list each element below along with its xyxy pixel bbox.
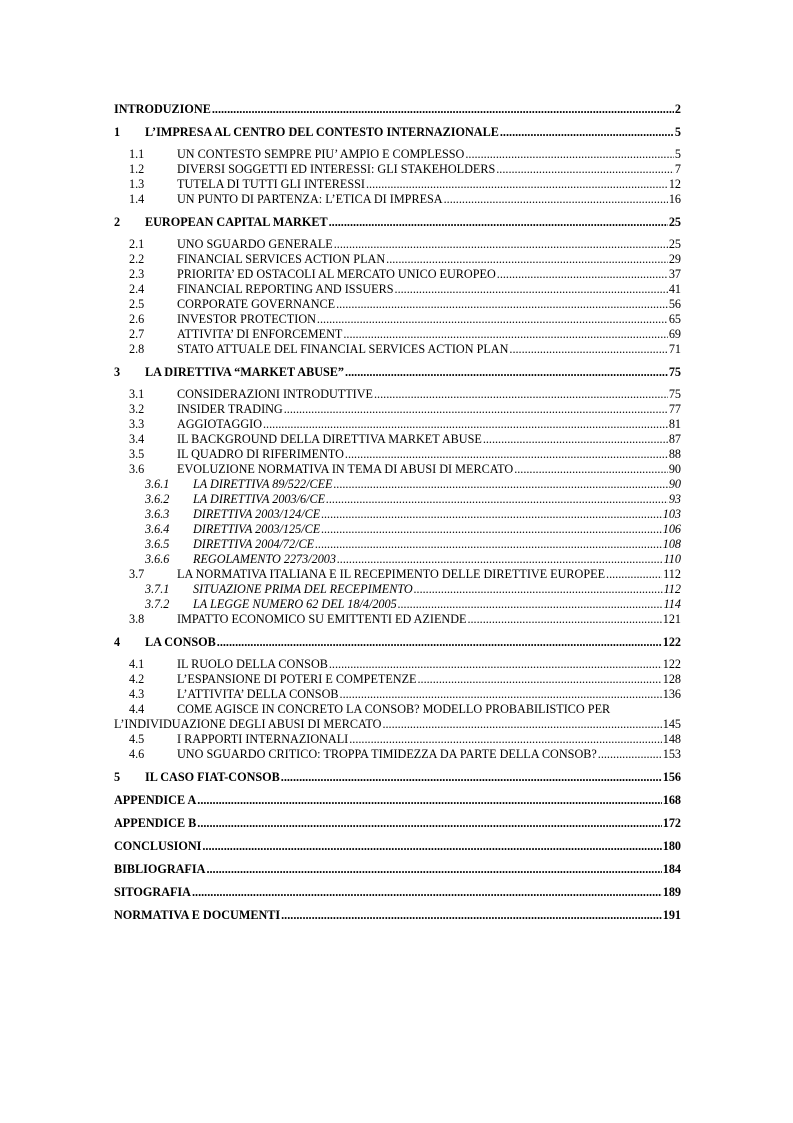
- toc-dot-leader: [414, 582, 663, 597]
- toc-entry-title: I RAPPORTI INTERNAZIONALI: [177, 732, 349, 746]
- toc-section-entry[interactable]: [114, 342, 681, 357]
- toc-entry-number: 3.6.2: [145, 492, 170, 506]
- toc-dot-leader: [514, 462, 668, 477]
- toc-entry-title: IL RUOLO DELLA CONSOB: [177, 657, 328, 671]
- toc-dot-leader: [202, 839, 661, 854]
- toc-chapter-entry[interactable]: [114, 125, 681, 140]
- toc-dot-leader: [281, 770, 662, 785]
- toc-entry-number: 2.3: [129, 267, 145, 281]
- toc-chapter-entry[interactable]: [114, 885, 681, 900]
- toc-entry-title: SITOGRAFIA: [114, 885, 191, 899]
- toc-entry-page: 29: [668, 252, 681, 266]
- toc-entry-page: 5: [674, 147, 681, 161]
- toc-entry-page: 145: [662, 717, 681, 731]
- toc-chapter-entry[interactable]: [114, 215, 681, 230]
- toc-subsection-entry[interactable]: [114, 507, 681, 522]
- toc-entry-number: 1.2: [129, 162, 145, 176]
- toc-entry-number: 3.2: [129, 402, 145, 416]
- toc-dot-leader: [349, 732, 661, 747]
- toc-section-entry[interactable]: [114, 687, 681, 702]
- toc-entry-title: DIRETTIVA 2003/124/CE: [193, 507, 321, 521]
- toc-entry-number: 4: [114, 635, 121, 649]
- toc-entry-number: 2.6: [129, 312, 145, 326]
- toc-entry-page: 136: [662, 687, 681, 701]
- toc-entry-page: 87: [668, 432, 681, 446]
- toc-entry-number: 3.3: [129, 417, 145, 431]
- toc-entry-page: 81: [668, 417, 681, 431]
- toc-entry-page: 122: [662, 657, 681, 671]
- toc-entry-number: 2.4: [129, 282, 145, 296]
- toc-entry-title: BIBLIOGRAFIA: [114, 862, 206, 876]
- toc-dot-leader: [329, 657, 662, 672]
- toc-entry-title: LA NORMATIVA ITALIANA E IL RECEPIMENTO DELLE DIRETTIVE EUROPEE: [177, 567, 606, 581]
- toc-dot-leader: [217, 635, 662, 650]
- toc-dot-leader: [284, 402, 668, 417]
- toc-entry-page: 191: [662, 908, 681, 922]
- toc-section-entry[interactable]: [114, 447, 681, 462]
- toc-entry-number: 4.2: [129, 672, 145, 686]
- toc-dot-leader: [465, 147, 674, 162]
- toc-entry-page: 189: [662, 885, 681, 899]
- toc-entry-page: 168: [662, 793, 681, 807]
- toc-entry-title: INSIDER TRADING: [177, 402, 283, 416]
- toc-dot-leader: [374, 387, 668, 402]
- toc-entry-title: TUTELA DI TUTTI GLI INTERESSI: [177, 177, 365, 191]
- toc-dot-leader: [345, 447, 668, 462]
- toc-entry-page: 112: [663, 582, 681, 596]
- toc-entry-title: LA LEGGE NUMERO 62 DEL 18/4/2005: [193, 597, 397, 611]
- toc-entry-title: NORMATIVA E DOCUMENTI: [114, 908, 281, 922]
- toc-entry-title: INVESTOR PROTECTION: [177, 312, 316, 326]
- toc-section-entry[interactable]: [114, 402, 681, 417]
- toc-entry-title: UN PUNTO DI PARTENZA: L’ETICA DI IMPRESA: [177, 192, 443, 206]
- toc-entry-page: 148: [662, 732, 681, 746]
- toc-dot-leader: [444, 192, 668, 207]
- toc-entry-page: 122: [662, 635, 681, 649]
- toc-entry-number: 3.6.6: [145, 552, 170, 566]
- toc-chapter-entry[interactable]: [114, 839, 681, 854]
- toc-entry-page: 106: [662, 522, 681, 536]
- toc-entry-number: 3.6.3: [145, 507, 170, 521]
- toc-entry-title: L’ATTIVITA’ DELLA CONSOB: [177, 687, 339, 701]
- toc-entry-page: 88: [668, 447, 681, 461]
- toc-chapter-entry[interactable]: [114, 635, 681, 650]
- toc-entry-title: FINANCIAL REPORTING AND ISSUERS: [177, 282, 394, 296]
- toc-entry-number: 4.5: [129, 732, 145, 746]
- toc-entry-title: L’ESPANSIONE DI POTERI E COMPETENZE: [177, 672, 417, 686]
- toc-section-entry[interactable]: [114, 297, 681, 312]
- toc-dot-leader: [500, 125, 674, 140]
- toc-entry-number: 3: [114, 365, 121, 379]
- toc-subsection-entry[interactable]: [114, 537, 681, 552]
- toc-dot-leader: [337, 552, 663, 567]
- toc-chapter-entry[interactable]: [114, 770, 681, 785]
- toc-entry-page: 110: [663, 552, 681, 566]
- toc-entry-number: 3.6.1: [145, 477, 170, 491]
- toc-entry-number: 3.7: [129, 567, 145, 581]
- toc-subsection-entry[interactable]: [114, 582, 681, 597]
- toc-dot-leader: [317, 312, 668, 327]
- toc-entry-title: EVOLUZIONE NORMATIVA IN TEMA DI ABUSI DI MERCATO: [177, 462, 514, 476]
- toc-section-entry[interactable]: [114, 387, 681, 402]
- toc-dot-leader: [467, 612, 661, 627]
- toc-entry-page: 5: [674, 125, 681, 139]
- toc-entry-title-continued: L’INDIVIDUAZIONE DEGLI ABUSI DI MERCATO: [114, 717, 382, 731]
- toc-entry-number: 3.7.2: [145, 597, 170, 611]
- toc-entry-title: SITUAZIONE PRIMA DEL RECEPIMENTO: [193, 582, 413, 596]
- toc-entry-page: 16: [668, 192, 681, 206]
- toc-entry-number: 2.1: [129, 237, 145, 251]
- toc-entry-title: ATTIVITA’ DI ENFORCEMENT: [177, 327, 343, 341]
- toc-entry-title: LA CONSOB: [145, 635, 216, 649]
- toc-section-entry[interactable]: [114, 462, 681, 477]
- toc-subsection-entry[interactable]: [114, 477, 681, 492]
- toc-entry-title: STATO ATTUALE DEL FINANCIAL SERVICES ACTION PLAN: [177, 342, 509, 356]
- toc-entry-title: CONSIDERAZIONI INTRODUTTIVE: [177, 387, 373, 401]
- toc-dot-leader: [206, 862, 661, 877]
- toc-entry-page: 114: [663, 597, 681, 611]
- toc-entry-page: 156: [662, 770, 681, 784]
- toc-entry-title: UN CONTESTO SEMPRE PIU’ AMPIO E COMPLESSO: [177, 147, 465, 161]
- toc-dot-leader: [395, 282, 668, 297]
- toc-dot-leader: [483, 432, 668, 447]
- toc-entry-page: 108: [662, 537, 681, 551]
- toc-dot-leader: [386, 252, 668, 267]
- toc-entry-title: IL CASO FIAT-CONSOB: [145, 770, 280, 784]
- toc-entry-number: 2: [114, 215, 121, 229]
- toc-entry-page: 180: [662, 839, 681, 853]
- toc-entry-title: IL BACKGROUND DELLA DIRETTIVA MARKET ABUSE: [177, 432, 482, 446]
- toc-section-entry[interactable]: [114, 147, 681, 162]
- toc-dot-leader: [606, 567, 662, 582]
- toc-entry-number: 1.3: [129, 177, 145, 191]
- toc-entry-page: 12: [668, 177, 681, 191]
- toc-section-entry[interactable]: [114, 282, 681, 297]
- toc-entry-title: FINANCIAL SERVICES ACTION PLAN: [177, 252, 386, 266]
- toc-section-entry[interactable]: [114, 237, 681, 252]
- toc-section-entry[interactable]: [114, 312, 681, 327]
- toc-section-entry[interactable]: [114, 672, 681, 687]
- toc-entry-page: 69: [668, 327, 681, 341]
- toc-dot-leader: [345, 365, 668, 380]
- toc-entry-page: 41: [668, 282, 681, 296]
- toc-subsection-entry[interactable]: [114, 552, 681, 567]
- toc-entry-title: APPENDICE B: [114, 816, 197, 830]
- toc-entry-number: 3.6.5: [145, 537, 170, 551]
- toc-dot-leader: [321, 507, 662, 522]
- toc-entry-number: 2.8: [129, 342, 145, 356]
- toc-entry-page: 103: [662, 507, 681, 521]
- toc-section-entry[interactable]: [114, 327, 681, 342]
- toc-entry-number: 1.4: [129, 192, 145, 206]
- toc-section-entry[interactable]: [114, 162, 681, 177]
- toc-entry-title: PRIORITA’ ED OSTACOLI AL MERCATO UNICO EUROPEO: [177, 267, 496, 281]
- toc-entry-page: 153: [662, 747, 681, 761]
- toc-dot-leader: [343, 327, 667, 342]
- toc-chapter-entry[interactable]: [114, 816, 681, 831]
- toc-entry-title: LA DIRETTIVA 89/522/CEE: [193, 477, 333, 491]
- toc-section-entry[interactable]: [114, 177, 681, 192]
- toc-dot-leader: [366, 177, 668, 192]
- toc-entry-page: 184: [662, 862, 681, 876]
- toc-entry-title: IMPATTO ECONOMICO SU EMITTENTI ED AZIENDE: [177, 612, 467, 626]
- toc-dot-leader: [263, 417, 668, 432]
- toc-section-entry[interactable]: [114, 267, 681, 282]
- toc-section-entry[interactable]: [114, 732, 681, 747]
- toc-entry-page: 75: [668, 387, 681, 401]
- toc-section-entry[interactable]: [114, 657, 681, 672]
- toc-entry-page: 93: [668, 492, 681, 506]
- toc-entry-page: 7: [674, 162, 681, 176]
- toc-chapter-entry[interactable]: [114, 365, 681, 380]
- toc-entry-page: 112: [663, 567, 681, 581]
- toc-entry-number: 3.4: [129, 432, 145, 446]
- toc-entry-title: APPENDICE A: [114, 793, 197, 807]
- toc-entry-number: 3.6.4: [145, 522, 170, 536]
- toc-dot-leader: [509, 342, 667, 357]
- toc-chapter-entry[interactable]: [114, 862, 681, 877]
- toc-entry-number: 2.5: [129, 297, 145, 311]
- toc-section-entry[interactable]: [114, 252, 681, 267]
- toc-entry-page: 71: [668, 342, 681, 356]
- toc-section-entry[interactable]: [114, 192, 681, 207]
- toc-dot-leader: [334, 237, 668, 252]
- toc-entry-number: 1.1: [129, 147, 145, 161]
- toc-dot-leader: [192, 885, 662, 900]
- toc-entry-number: 3.5: [129, 447, 145, 461]
- table-of-contents: [114, 102, 681, 930]
- toc-entry-page: 90: [668, 462, 681, 476]
- toc-entry-page: 65: [668, 312, 681, 326]
- toc-entry-page: 37: [668, 267, 681, 281]
- toc-dot-leader: [340, 687, 662, 702]
- toc-entry-title: COME AGISCE IN CONCRETO LA CONSOB? MODELLO PROBABILISTICO PER: [177, 702, 611, 716]
- toc-entry-number: 2.2: [129, 252, 145, 266]
- toc-entry-number: 2.7: [129, 327, 145, 341]
- toc-entry-page: 90: [668, 477, 681, 491]
- toc-entry-title: EUROPEAN CAPITAL MARKET: [145, 215, 328, 229]
- toc-entry-title: L’IMPRESA AL CENTRO DEL CONTESTO INTERNAZIONALE: [145, 125, 499, 139]
- toc-subsection-entry[interactable]: [114, 597, 681, 612]
- toc-entry-number: 3.6: [129, 462, 145, 476]
- toc-dot-leader: [315, 537, 662, 552]
- toc-entry-page: 77: [668, 402, 681, 416]
- toc-entry-title: DIVERSI SOGGETTI ED INTERESSI: GLI STAKEHOLDERS: [177, 162, 496, 176]
- toc-dot-leader: [496, 162, 674, 177]
- toc-dot-leader: [336, 297, 668, 312]
- toc-dot-leader: [197, 816, 661, 831]
- toc-dot-leader: [497, 267, 668, 282]
- toc-entry-number: 4.4: [129, 702, 145, 716]
- toc-entry-page: 25: [668, 215, 681, 229]
- toc-entry-page: 75: [668, 365, 681, 379]
- toc-dot-leader: [212, 102, 674, 117]
- toc-entry-page: 2: [674, 102, 681, 116]
- toc-dot-leader: [417, 672, 661, 687]
- toc-entry-title: IL QUADRO DI RIFERIMENTO: [177, 447, 344, 461]
- toc-subsection-entry[interactable]: [114, 522, 681, 537]
- toc-entry-page: 128: [662, 672, 681, 686]
- toc-dot-leader: [321, 522, 662, 537]
- toc-entry-number: 1: [114, 125, 121, 139]
- toc-dot-leader: [326, 492, 668, 507]
- toc-entry-page: 172: [662, 816, 681, 830]
- toc-entry-title: DIRETTIVA 2003/125/CE: [193, 522, 321, 536]
- toc-entry-title: AGGIOTAGGIO: [177, 417, 262, 431]
- toc-entry-number: 4.1: [129, 657, 145, 671]
- toc-entry-number: 5: [114, 770, 121, 784]
- toc-entry-number: 4.3: [129, 687, 145, 701]
- toc-chapter-entry[interactable]: [114, 793, 681, 808]
- toc-dot-leader: [382, 717, 661, 732]
- toc-entry-title: REGOLAMENTO 2273/2003: [193, 552, 336, 566]
- toc-entry-number: 3.1: [129, 387, 145, 401]
- toc-dot-leader: [598, 747, 662, 762]
- toc-entry-page: 25: [668, 237, 681, 251]
- toc-entry-title: DIRETTIVA 2004/72/CE: [193, 537, 315, 551]
- toc-entry-title: CONCLUSIONI: [114, 839, 202, 853]
- toc-entry-title: CORPORATE GOVERNANCE: [177, 297, 336, 311]
- toc-dot-leader: [333, 477, 667, 492]
- toc-section-entry[interactable]: [114, 417, 681, 432]
- toc-entry-title: LA DIRETTIVA 2003/6/CE: [193, 492, 326, 506]
- toc-entry-page: 56: [668, 297, 681, 311]
- toc-entry-number: 3.7.1: [145, 582, 170, 596]
- toc-dot-leader: [398, 597, 663, 612]
- toc-entry-title: LA DIRETTIVA “MARKET ABUSE”: [145, 365, 345, 379]
- toc-entry-number: 3.8: [129, 612, 145, 626]
- toc-entry-title: INTRODUZIONE: [114, 102, 211, 116]
- toc-dot-leader: [329, 215, 668, 230]
- toc-section-entry[interactable]: [114, 612, 681, 627]
- toc-chapter-entry[interactable]: [114, 908, 681, 923]
- toc-subsection-entry[interactable]: [114, 492, 681, 507]
- toc-section-entry[interactable]: [114, 747, 681, 762]
- toc-section-entry[interactable]: [114, 432, 681, 447]
- toc-entry-number: 4.6: [129, 747, 145, 761]
- toc-section-entry[interactable]: [114, 567, 681, 582]
- toc-chapter-entry[interactable]: [114, 102, 681, 117]
- toc-dot-leader: [281, 908, 662, 923]
- toc-dot-leader: [197, 793, 661, 808]
- toc-entry-title: UNO SGUARDO CRITICO: TROPPA TIMIDEZZA DA PARTE DELLA CONSOB?: [177, 747, 597, 761]
- toc-entry[interactable]: [114, 702, 681, 732]
- toc-entry-page: 121: [662, 612, 681, 626]
- toc-entry-title: UNO SGUARDO GENERALE: [177, 237, 333, 251]
